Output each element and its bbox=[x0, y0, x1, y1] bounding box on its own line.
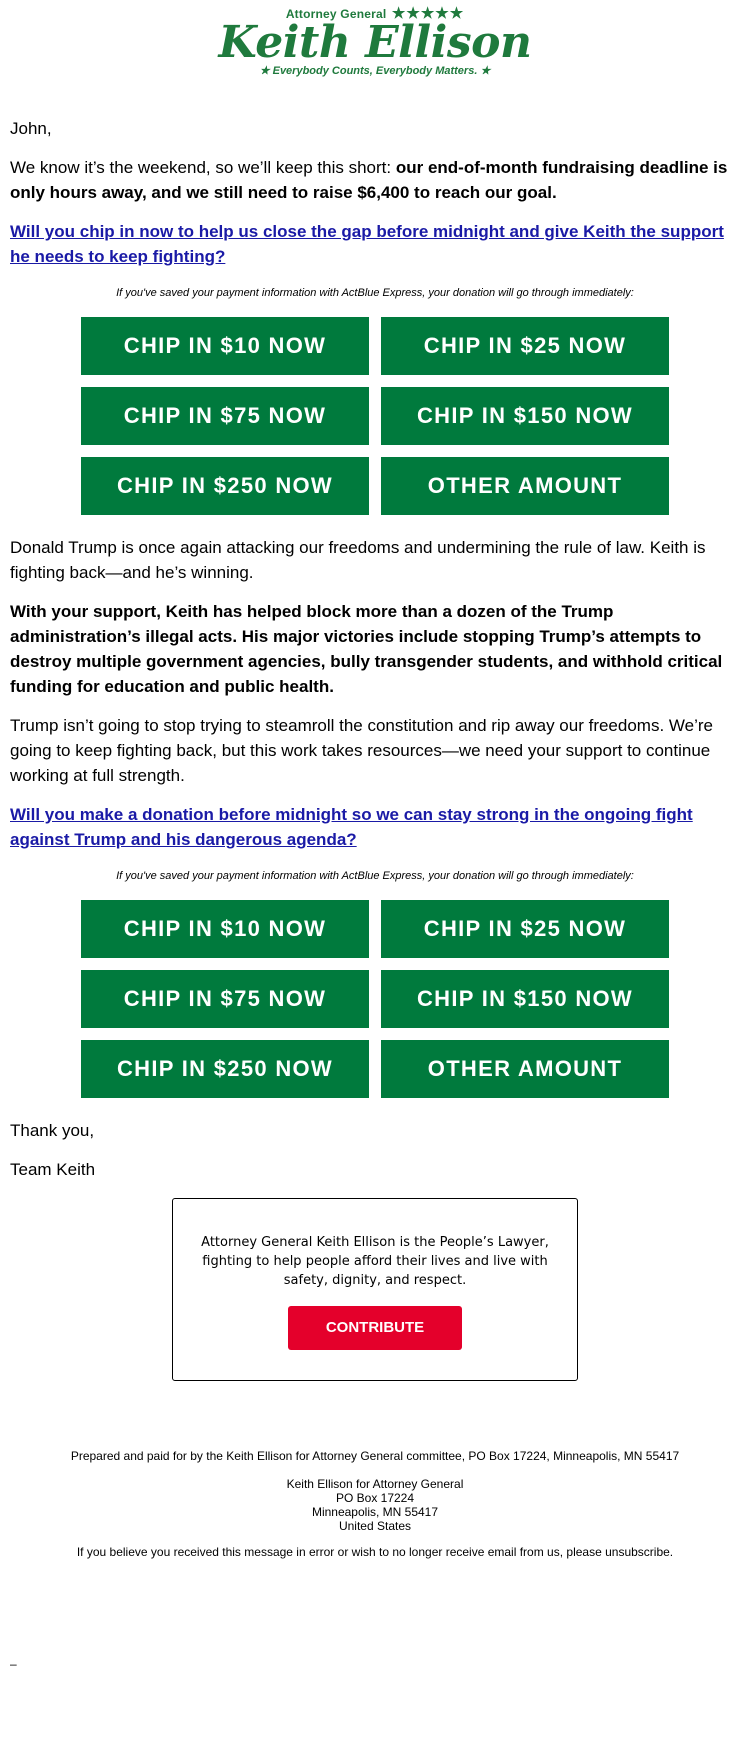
donation-buttons-1 bbox=[81, 317, 669, 515]
address-line: Minneapolis, MN 55417 bbox=[311, 1505, 439, 1519]
logo-tagline: ★ Everybody Counts, Everybody Matters. ★ bbox=[259, 65, 491, 77]
paid-for-disclaimer: Prepared and paid for by the Keith Ellison for Attorney General committee, PO Box 17224, Minneapolis, MN 55417 bbox=[70, 1449, 680, 1463]
actblue-note-2: If you've saved your payment information with ActBlue Express, your donation will go through immediately: bbox=[116, 870, 634, 882]
email-body bbox=[0, 116, 750, 1182]
chip-in-10-button[interactable]: CHIP IN $10 NOW bbox=[81, 317, 369, 375]
chip-in-25-button[interactable]: CHIP IN $25 NOW bbox=[381, 900, 669, 958]
chip-in-250-button[interactable]: CHIP IN $250 NOW bbox=[81, 457, 369, 515]
logo-name: Keith Ellison bbox=[218, 17, 532, 68]
chip-in-25-button[interactable]: CHIP IN $25 NOW bbox=[381, 317, 669, 375]
address-line: United States bbox=[338, 1519, 412, 1533]
other-amount-button[interactable]: OTHER AMOUNT bbox=[381, 457, 669, 515]
chip-in-75-button[interactable]: CHIP IN $75 NOW bbox=[81, 970, 369, 1028]
donation-buttons-2 bbox=[81, 900, 669, 1098]
paragraph-2: Donald Trump is once again attacking our freedoms and undermining the rule of law. Keith is fighting back—and he’s winning. bbox=[10, 538, 706, 582]
chip-in-150-button[interactable]: CHIP IN $150 NOW bbox=[381, 970, 669, 1028]
chip-in-75-button[interactable]: CHIP IN $75 NOW bbox=[81, 387, 369, 445]
paragraph-4: Trump isn’t going to stop trying to steamroll the constitution and rip away our freedoms. We’re going to keep fighting back, but this work takes resources—we need your support to continue working at full strength. bbox=[10, 716, 713, 785]
stars-icon: ★★★★★ bbox=[391, 5, 465, 22]
greeting: John, bbox=[10, 119, 52, 138]
logo bbox=[0, 0, 750, 86]
signoff: Thank you, bbox=[10, 1121, 95, 1140]
donate-link-2[interactable]: Will you make a donation before midnight so we can stay strong in the ongoing fight against Trump and his dangerous agenda? bbox=[10, 805, 693, 849]
contribute-button[interactable]: CONTRIBUTE bbox=[288, 1306, 462, 1350]
chip-in-250-button[interactable]: CHIP IN $250 NOW bbox=[81, 1040, 369, 1098]
chip-in-10-button[interactable]: CHIP IN $10 NOW bbox=[81, 900, 369, 958]
paragraph-1-plain: We know it’s the weekend, so we’ll keep this short: bbox=[10, 158, 396, 177]
paragraph-1 bbox=[10, 155, 740, 205]
unsubscribe-text[interactable]: If you believe you received this message in error or wish to no longer receive email from us, please unsubscribe. bbox=[76, 1545, 674, 1559]
mailing-address bbox=[0, 1477, 750, 1533]
address-line: PO Box 17224 bbox=[335, 1491, 415, 1505]
other-amount-button[interactable]: OTHER AMOUNT bbox=[381, 1040, 669, 1098]
chip-in-150-button[interactable]: CHIP IN $150 NOW bbox=[381, 387, 669, 445]
trailing-dash: – bbox=[10, 1657, 17, 1671]
box-text: Attorney General Keith Ellison is the People’s Lawyer, fighting to help people afford their lives and live with safety, dignity, and respect. bbox=[201, 1235, 549, 1288]
contribute-box bbox=[172, 1198, 578, 1381]
paragraph-1-bold: our end-of-month fundraising deadline is only hours away, and we still need to raise $6,400 to reach our goal. bbox=[10, 158, 728, 202]
actblue-note-1: If you've saved your payment information with ActBlue Express, your donation will go through immediately: bbox=[116, 287, 634, 299]
donate-link-1[interactable]: Will you chip in now to help us close the gap before midnight and give Keith the support he needs to keep fighting? bbox=[10, 222, 724, 266]
address-line: Keith Ellison for Attorney General bbox=[286, 1477, 464, 1491]
cta-paragraph-1 bbox=[10, 219, 740, 269]
paragraph-3: With your support, Keith has helped block more than a dozen of the Trump administration’s illegal acts. His major victories include stopping Trump’s attempts to destroy multiple government agencies, bully transgender students, and withhold critical funding for education and public health. bbox=[10, 602, 723, 696]
logo-title-text: Attorney General bbox=[285, 7, 387, 21]
signature: Team Keith bbox=[10, 1160, 96, 1179]
cta-paragraph-2 bbox=[10, 802, 740, 852]
footer bbox=[0, 1449, 750, 1559]
